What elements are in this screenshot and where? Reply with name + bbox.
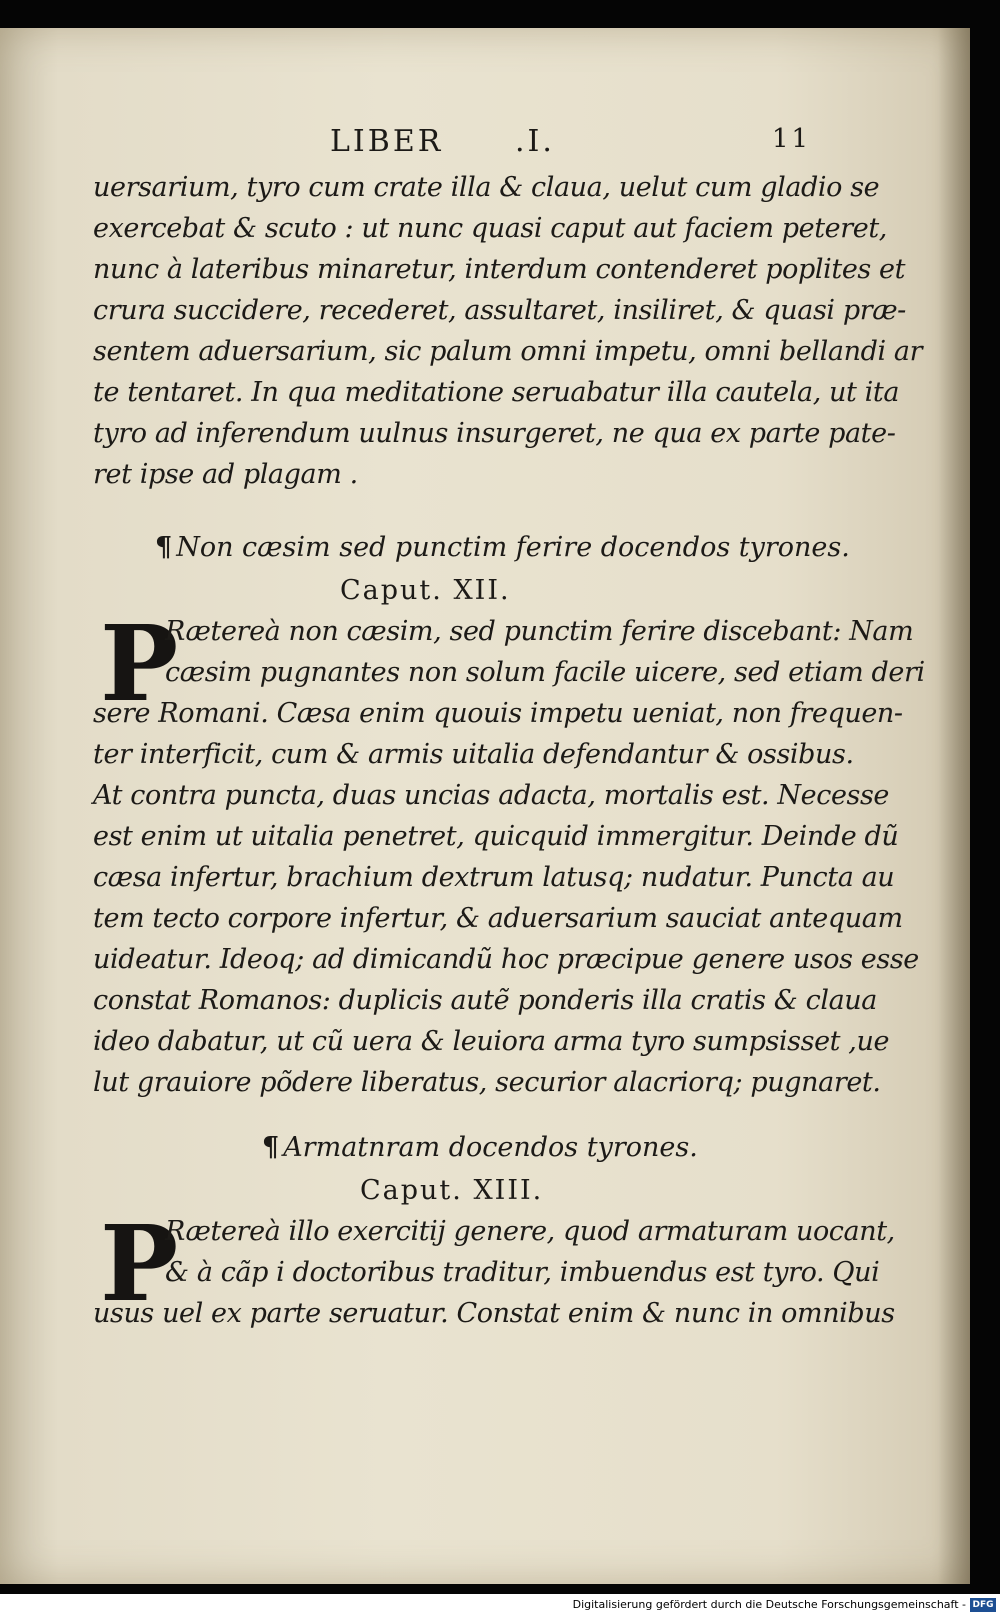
text-line: uersarium, tyro cum crate illa & claua, uelut cum gladio se [93,172,880,203]
section-heading [155,528,850,568]
text-line: ter interficit, cum & armis uitalia defendantur & ossibus. [93,739,854,770]
text-line: sentem aduersarium, sic palum omni impetu, omni bellandi ar [93,336,923,367]
drop-initial: P [100,1202,179,1325]
text-line: constat Romanos: duplicis autẽ ponderis illa cratis & claua [93,985,877,1016]
text-line: sere Romani. Cæsa enim quouis impetu ueniat, non frequen- [93,698,903,729]
book-page [0,28,970,1584]
section-heading-text: Armatnram docendos tyrones. [283,1132,698,1163]
text-line: uideatur. Ideoq; ad dimicandũ hoc præcipue genere usos esse [93,944,919,975]
running-head: LIBER [330,124,444,159]
text-line: usus uel ex parte seruatur. Constat enim & nunc in omnibus [93,1298,895,1329]
drop-initial: P [100,602,179,725]
text-line: ret ipse ad plagam . [93,459,358,490]
folio-number: 11 [772,124,812,154]
pilcrow-icon: ¶ [262,1132,280,1163]
text-line: te tentaret. In qua meditatione seruabatur illa cautela, ut ita [93,377,900,408]
dfg-logo-icon: DFG [970,1598,996,1612]
chapter-number: .I. [515,124,555,159]
text-line: cæsa infertur, brachium dextrum latusq; nudatur. Puncta au [93,862,895,893]
caput-label: Caput. XIII. [360,1175,544,1206]
digitization-credit: Digitalisierung gefördert durch die Deutsche Forschungsgemeinschaft - [572,1598,966,1611]
page-header [0,124,970,164]
text-line: & à cãp i doctoribus traditur, imbuendus est tyro. Qui [165,1257,880,1288]
text-line: Rætereà non cæsim, sed punctim ferire discebant: Nam [165,616,914,647]
caput-label: Caput. XII. [340,575,511,606]
text-line: At contra puncta, duas uncias adacta, mortalis est. Necesse [93,780,890,811]
text-line: lut grauiore põdere liberatus, securior alacriorq; pugnaret. [93,1067,881,1098]
section-heading [262,1128,698,1168]
text-line: crura succidere, recederet, assultaret, insiliret, & quasi præ- [93,295,906,326]
pilcrow-icon: ¶ [155,532,173,563]
text-line: ideo dabatur, ut cũ uera & leuiora arma tyro sumpsisset ,ue [93,1026,890,1057]
text-line: exercebat & scuto : ut nunc quasi caput aut faciem peteret, [93,213,887,244]
text-line: nunc à lateribus minaretur, interdum contenderet poplites et [93,254,906,285]
text-line: Rætereà illo exercitij genere, quod armaturam uocant, [165,1216,895,1247]
text-line: cæsim pugnantes non solum facile uicere, sed etiam deri [165,657,925,688]
text-line: tyro ad inferendum uulnus insurgeret, ne qua ex parte pate- [93,418,896,449]
section-heading-text: Non cæsim sed punctim ferire docendos tyrones. [176,532,850,563]
text-line: tem tecto corpore infertur, & aduersarium sauciat antequam [93,903,903,934]
text-line: est enim ut uitalia penetret, quicquid immergitur. Deinde dũ [93,821,899,852]
